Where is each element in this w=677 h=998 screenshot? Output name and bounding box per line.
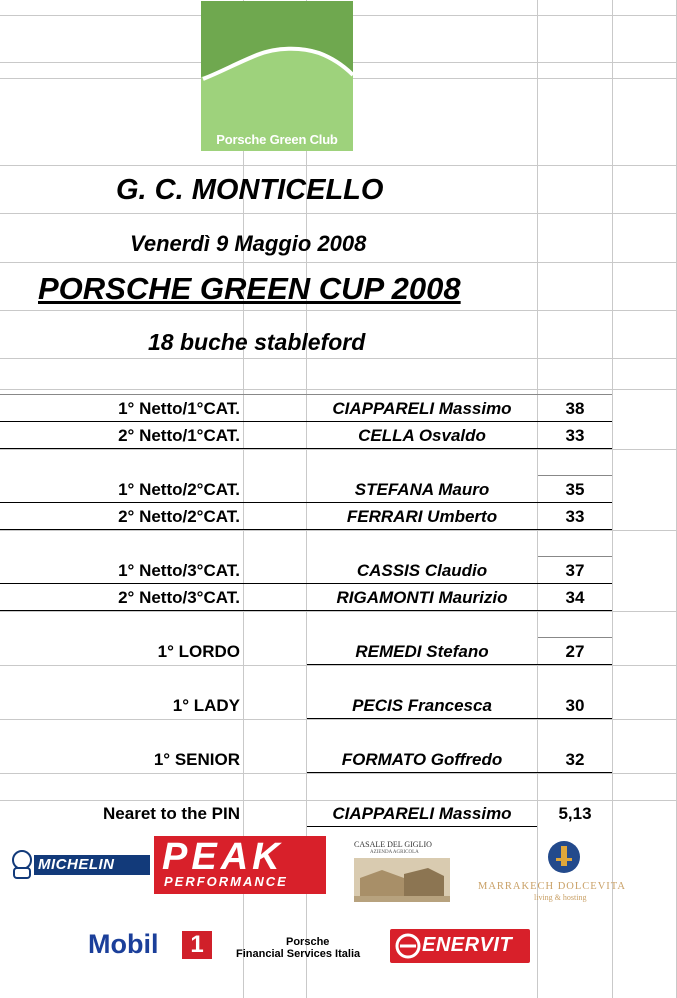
marrakech-dolcevita-logo	[476, 840, 654, 902]
result-category: 1° SENIOR	[153, 750, 240, 769]
result-name: STEFANA Mauro	[354, 480, 490, 499]
event-date: Venerdì 9 Maggio 2008	[130, 231, 367, 256]
casale-text: CASALE DEL GIGLIO	[354, 840, 432, 849]
result-row	[0, 747, 677, 774]
porsche-fs-subtext: Financial Services Italia	[236, 948, 361, 960]
peak-performance-logo	[154, 836, 326, 894]
result-category: 2° Netto/2°CAT.	[118, 507, 240, 526]
michelin-text: MICHELIN	[38, 856, 115, 873]
result-row	[0, 396, 677, 423]
porsche-green-club-logo	[201, 1, 353, 151]
event-format: 18 buche stableford	[148, 329, 366, 355]
porsche-fs-text: Porsche	[286, 936, 330, 948]
result-points: 33	[565, 426, 585, 445]
result-name: CIAPPARELI Massimo	[332, 804, 512, 823]
porsche-financial-services-logo	[236, 936, 386, 966]
result-points: 37	[565, 561, 585, 580]
result-category: 2° Netto/3°CAT.	[118, 588, 240, 607]
casale-subtext: AZIENDA AGRICOLA	[370, 850, 419, 855]
mobil-one-badge: 1	[182, 931, 212, 959]
result-name: CIAPPARELI Massimo	[332, 399, 512, 418]
result-name: FERRARI Umberto	[346, 507, 498, 526]
result-row	[0, 423, 677, 450]
michelin-logo	[8, 846, 150, 880]
result-points: 5,13	[558, 804, 592, 823]
result-name: FORMATO Goffredo	[341, 750, 503, 769]
result-row	[0, 504, 677, 531]
result-category: 1° Netto/1°CAT.	[118, 399, 240, 418]
result-name: CELLA Osvaldo	[358, 426, 486, 445]
result-points: 38	[565, 399, 585, 418]
result-row	[0, 585, 677, 612]
result-row	[0, 558, 677, 585]
result-name: PECIS Francesca	[352, 696, 492, 715]
mobil-text: Mobil	[88, 929, 159, 959]
logo-text: Porsche Green Club	[216, 132, 338, 147]
porsche-car-icon	[201, 43, 353, 113]
result-name: CASSIS Claudio	[356, 561, 488, 580]
event-title: PORSCHE GREEN CUP 2008	[38, 271, 461, 306]
enervit-text: ENERVIT	[422, 934, 513, 956]
result-points: 32	[565, 750, 585, 769]
result-row	[0, 639, 677, 666]
result-row	[0, 477, 677, 504]
result-category: 1° Netto/3°CAT.	[118, 561, 240, 580]
peak-text: PEAK	[162, 836, 284, 878]
marrakech-subtext: living & hosting	[534, 893, 587, 902]
result-name: REMEDI Stefano	[355, 642, 489, 661]
casale-del-giglio-logo	[352, 838, 452, 904]
performance-text: PERFORMANCE	[164, 874, 288, 889]
marrakech-text: MARRAKECH DOLCEVITA	[478, 881, 626, 892]
result-category: 1° Netto/2°CAT.	[118, 480, 240, 499]
result-points: 30	[565, 696, 585, 715]
result-category: 1° LADY	[172, 696, 240, 715]
result-points: 34	[565, 588, 585, 607]
venue-title: G. C. MONTICELLO	[116, 174, 384, 206]
result-name: RIGAMONTI Maurizio	[336, 588, 508, 607]
mobil1-logo	[88, 929, 228, 963]
enervit-logo	[390, 929, 530, 963]
result-points: 27	[565, 642, 585, 661]
result-category: Nearet to the PIN	[103, 804, 240, 823]
result-category: 1° LORDO	[157, 642, 240, 661]
result-row	[0, 801, 677, 828]
result-points: 33	[565, 507, 585, 526]
result-category: 2° Netto/1°CAT.	[118, 426, 240, 445]
result-row	[0, 693, 677, 720]
result-points: 35	[565, 480, 585, 499]
